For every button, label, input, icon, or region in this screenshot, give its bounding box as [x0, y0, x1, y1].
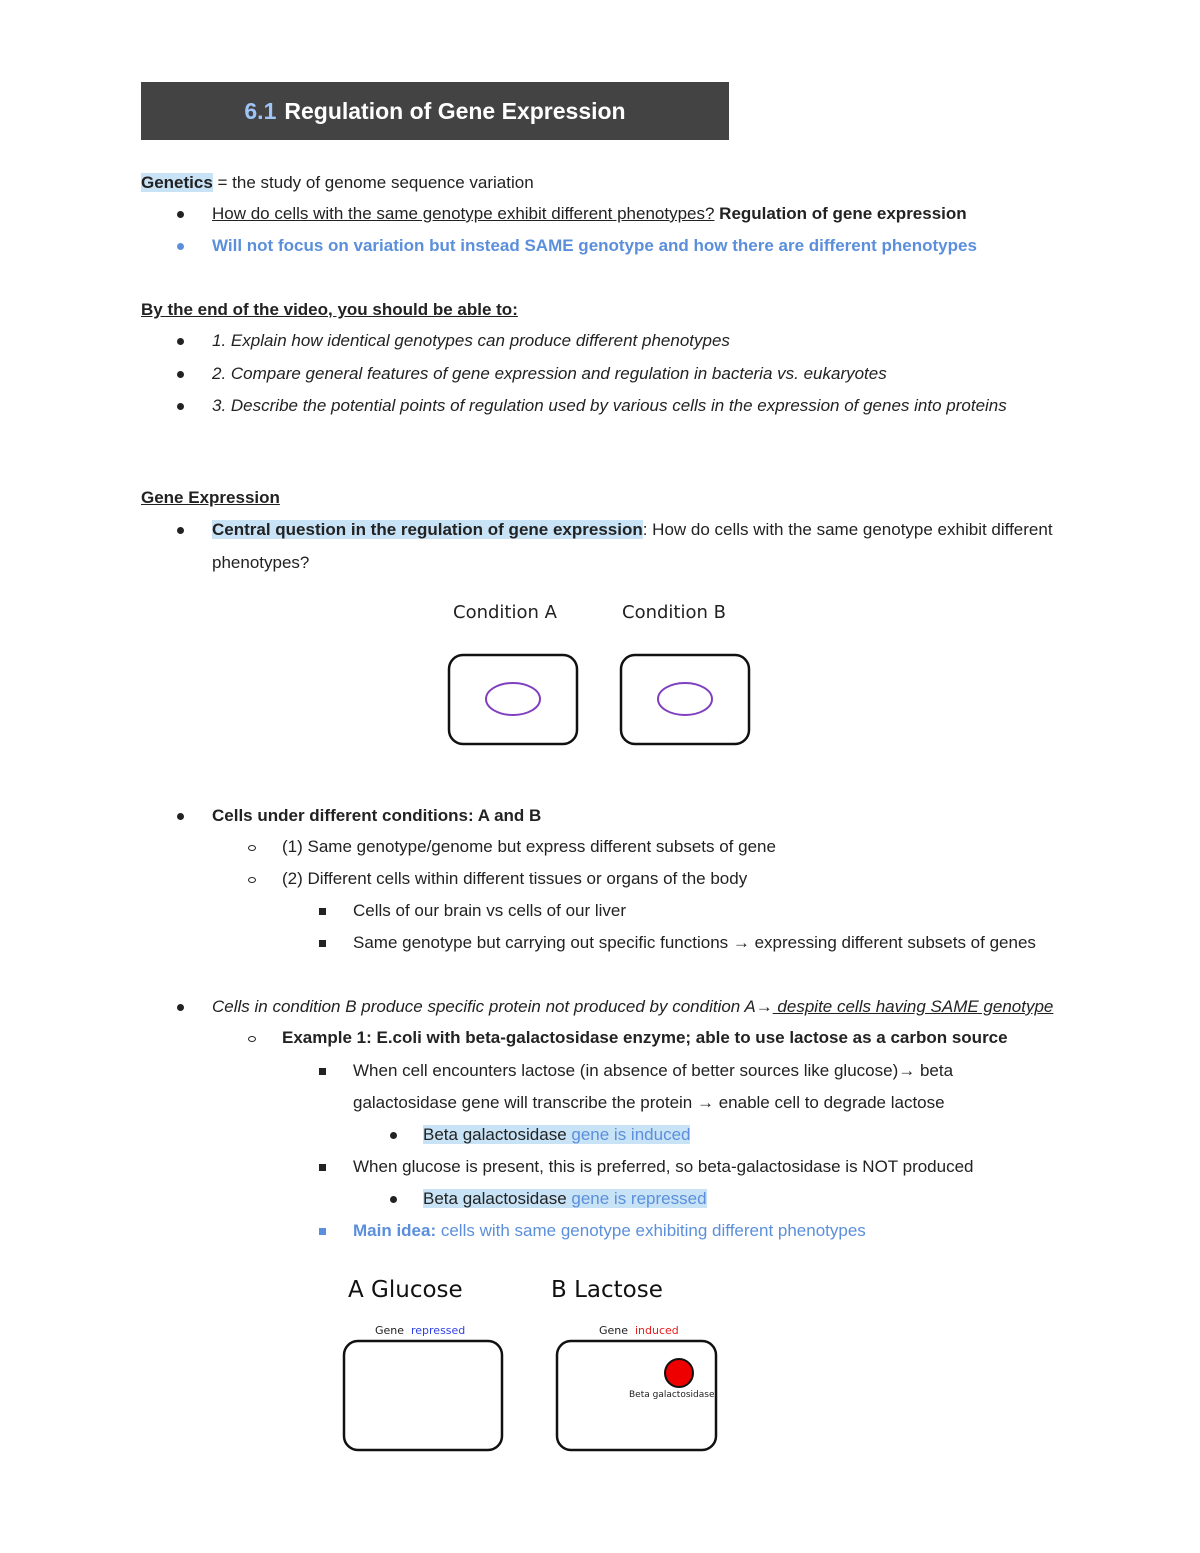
objectives-heading: By the end of the video, you should be able to: [141, 300, 518, 319]
objective-1: 1. Explain how identical genotypes can produce different phenotypes [212, 331, 730, 350]
condition-cells-figure [440, 595, 760, 755]
hollow-bullet-icon [248, 1036, 256, 1042]
gene-repressed-label: repressed [411, 1324, 466, 1337]
genetics-bullet-1 [212, 202, 967, 226]
bullet-icon [177, 338, 184, 345]
gene-repressed-state: gene is repressed [571, 1189, 707, 1208]
hollow-bullet-icon [248, 877, 256, 883]
condition-b-underlined: despite cells having SAME genotype [772, 997, 1054, 1016]
square-bullet-icon [319, 908, 326, 915]
condition-b-statement [212, 995, 1053, 1019]
bullet-icon [390, 1196, 397, 1203]
bullet-icon [177, 243, 184, 250]
main-idea-label: Main idea: [353, 1221, 437, 1240]
gene-word-b: Gene [599, 1324, 629, 1337]
lactose-label: B Lactose [551, 1277, 663, 1303]
gene-induced-label: induced [635, 1324, 679, 1337]
conditions-sub-1: (1) Same genotype/genome but express different subsets of gene [282, 837, 776, 856]
central-question-continued: phenotypes? [212, 553, 310, 572]
genetics-answer: Regulation of gene expression [714, 204, 967, 223]
genetics-bullet-2: Will not focus on variation but instead SAME genotype and how there are different phenotypes [212, 236, 977, 255]
main-idea [353, 1219, 866, 1243]
objective-2: 2. Compare general features of gene expression and regulation in bacteria vs. eukaryotes [212, 364, 887, 383]
section-number: 6.1 [244, 97, 277, 124]
lactose-line-1: When cell encounters lactose (in absence of better sources like glucose)→ beta [353, 1061, 954, 1080]
central-question [212, 518, 1053, 542]
bullet-icon [177, 527, 184, 534]
bullet-icon [177, 813, 184, 820]
cell-a-icon [449, 655, 577, 744]
example-1: Example 1: E.coli with beta-galactosidase enzyme; able to use lactose as a carbon source [282, 1028, 1008, 1047]
square-bullet-icon [319, 940, 326, 947]
glucose-line: When glucose is present, this is preferred, so beta-galactosidase is NOT produced [353, 1157, 974, 1176]
condition-b-text: Cells in condition B produce specific protein not produced by condition A→ [212, 997, 773, 1016]
central-question-label: Central question in the regulation of gene expression [212, 520, 643, 539]
gene-repressed-line [423, 1187, 707, 1211]
bullet-icon [177, 403, 184, 410]
square-bullet-icon [319, 1068, 326, 1075]
genetics-definition [141, 171, 534, 195]
conditions-sub-2b: Same genotype but carrying out specific functions → expressing different subsets of genes [353, 933, 1036, 952]
condition-a-label: Condition A [453, 602, 557, 623]
objective-3: 3. Describe the potential points of regulation used by various cells in the expression of genes into proteins [212, 396, 1007, 415]
bullet-icon [177, 1004, 184, 1011]
bullet-icon [177, 211, 184, 218]
cell-b-icon [621, 655, 749, 744]
title-banner [141, 82, 729, 140]
page-title: Regulation of Gene Expression [284, 97, 626, 124]
glucose-lactose-figure [335, 1268, 735, 1463]
lactose-line-2: galactosidase gene will transcribe the protein → enable cell to degrade lactose [353, 1093, 945, 1112]
gene-induced-line [423, 1123, 690, 1147]
beta-galactosidase-protein-icon [665, 1359, 693, 1387]
bullet-icon [390, 1132, 397, 1139]
genetics-question: How do cells with the same genotype exhibit different phenotypes? [212, 204, 715, 223]
gene-word-a: Gene [375, 1324, 405, 1337]
genetics-def: = the study of genome sequence variation [212, 173, 534, 192]
bullet-icon [177, 371, 184, 378]
gene-expression-heading: Gene Expression [141, 488, 280, 507]
conditions-sub-2a: Cells of our brain vs cells of our liver [353, 901, 627, 920]
square-bullet-icon [319, 1164, 326, 1171]
main-idea-text: cells with same genotype exhibiting different phenotypes [436, 1221, 866, 1240]
protein-label: Beta galactosidase [629, 1390, 715, 1400]
gene-induced-prefix: Beta galactosidase [423, 1125, 572, 1144]
gene-induced-state: gene is induced [571, 1125, 691, 1144]
gene-repressed-prefix: Beta galactosidase [423, 1189, 572, 1208]
hollow-bullet-icon [248, 845, 256, 851]
glucose-label: A Glucose [348, 1277, 463, 1303]
genetics-term: Genetics [141, 173, 213, 192]
glucose-cell-icon [344, 1341, 502, 1450]
central-question-text: : How do cells with the same genotype exhibit different [642, 520, 1053, 539]
condition-b-label: Condition B [622, 602, 726, 623]
conditions-heading: Cells under different conditions: A and B [212, 806, 542, 825]
square-bullet-icon [319, 1228, 326, 1235]
conditions-sub-2: (2) Different cells within different tissues or organs of the body [282, 869, 748, 888]
